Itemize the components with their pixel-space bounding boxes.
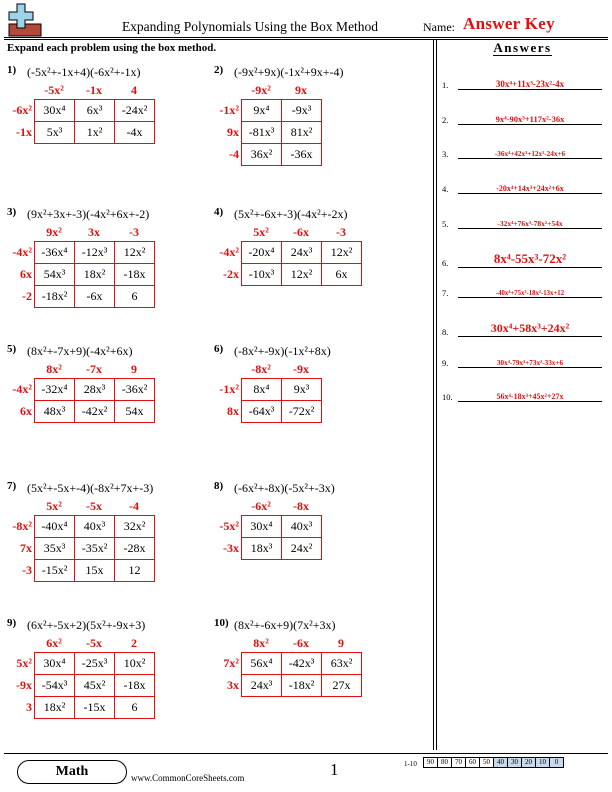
product-box [34,99,155,144]
problem-6 [214,343,414,483]
box-row [35,100,155,122]
answer-number: 2. [442,114,449,125]
problem-number: 8) [214,480,224,492]
column-factor: 5x² [46,499,62,513]
instructions: Expand each problem using the box method. [7,42,217,54]
answer-row-6 [442,248,602,268]
answers-heading: Answers [493,40,552,55]
column-factor: 8x² [253,636,269,650]
box-cell: -12x³ [75,242,115,264]
box-cell: 24x³ [242,675,282,697]
answer-value: 30x⁴-79x³+73x²-33x+6 [496,358,564,367]
box-cell: -36x² [115,379,155,401]
answer-number: 1. [442,80,449,90]
problem-number: 7) [7,480,17,492]
box-cell: 10x² [115,653,155,675]
score-box: 10 [535,757,550,768]
answer-line [458,124,602,125]
answer-line [458,336,602,337]
row-factor: 7x [20,541,32,555]
box-cell: 6 [115,286,155,308]
row-factor: -1x² [219,382,239,396]
answer-row-10 [442,386,602,402]
box-cell: 6x³ [75,100,115,122]
box-row [242,653,362,675]
answer-number: 9. [442,357,449,368]
row-factor: -2x [223,267,239,281]
box-row [242,538,322,560]
product-box [241,378,322,423]
box-cell: 27x [322,675,362,697]
row-factor: -4 [229,147,239,161]
box-cell: -64x³ [242,401,282,423]
problem-number: 3) [7,206,17,218]
answer-row-3 [442,143,602,159]
row-factor: -4x² [219,245,239,259]
box-cell: 9x⁴ [242,100,282,122]
answer-number: 7. [442,288,449,299]
score-box: 40 [493,757,508,768]
problem-number: 5) [7,343,17,355]
problem-number: 2) [214,64,224,76]
problem-9 [7,617,207,757]
box-row [35,401,155,423]
answer-value: -36x⁴+42x³+12x²-24x+6 [494,150,566,159]
row-factor: 5x² [16,656,32,670]
box-cell: 18x³ [242,538,282,560]
answer-value: -32x⁴+76x³-78x²+54x [497,218,563,228]
box-cell: 30x⁴ [35,653,75,675]
box-cell: 12x² [115,242,155,264]
answer-column-divider-inner [436,40,437,750]
box-row [35,675,155,697]
column-factor: -8x² [251,362,271,376]
box-cell: -28x [115,538,155,560]
column-factor: 6x² [46,636,62,650]
problem-expression: (-9x²+9x)(-1x²+9x+-4) [234,65,344,79]
column-factor: 5x² [253,225,269,239]
product-box [241,241,362,286]
box-cell: 9x³ [282,379,322,401]
problem-expression: (5x²+-5x+-4)(-8x²+7x+-3) [27,481,154,495]
problem-expression: (8x²+-7x+9)(-4x²+6x) [27,344,133,358]
product-box [34,241,155,308]
column-factor: -6x [293,225,309,239]
box-cell: -9x³ [282,100,322,122]
box-cell: -15x² [35,560,75,582]
box-cell: 81x² [282,122,322,144]
box-row [35,286,155,308]
column-factor: -7x [86,362,102,376]
site-url: www.CommonCoreSheets.com [131,773,245,783]
box-row [242,264,362,286]
column-factor: -5x² [44,83,64,97]
answer-value: 8x⁴-55x³-72x² [493,250,567,266]
box-cell: 30x⁴ [35,100,75,122]
problem-expression: (-8x²+-9x)(-1x²+8x) [234,344,331,358]
score-range-label: 1-10 [404,760,417,768]
answer-number: 3. [442,149,449,160]
box-cell: 15x [75,560,115,582]
score-box: 70 [451,757,466,768]
answer-row-4 [442,178,602,194]
box-cell: 63x² [322,653,362,675]
row-factor: -3x [223,541,239,555]
product-box [34,378,155,423]
box-cell: 1x² [75,122,115,144]
row-factor: 6x [20,267,32,281]
answer-value: 30x⁴+58x³+24x² [490,320,570,335]
box-cell: 35x³ [35,538,75,560]
row-factor: -5x² [219,519,239,533]
problem-5 [7,343,207,483]
score-box: 60 [465,757,480,768]
row-factor: -4x² [12,382,32,396]
problem-number: 10) [214,617,229,629]
box-cell: 45x² [75,675,115,697]
row-factor: -8x² [12,519,32,533]
answer-line [458,401,602,402]
row-factor: 6x [20,404,32,418]
problem-number: 6) [214,343,224,355]
box-cell: -25x³ [75,653,115,675]
answer-key-label: Answer Key [463,14,555,33]
box-row [35,242,155,264]
answer-line [458,297,602,298]
box-row [35,122,155,144]
score-box: 90 [423,757,438,768]
page-number: 1 [330,760,339,779]
column-factor: 9x [295,83,307,97]
box-cell: 24x³ [282,242,322,264]
column-factor: -8x [293,499,309,513]
column-factor: -4 [129,499,139,513]
column-factor: 8x² [46,362,62,376]
box-cell: 12x² [322,242,362,264]
box-cell: 8x⁴ [242,379,282,401]
row-factor: 3 [26,700,32,714]
box-cell: -10x³ [242,264,282,286]
column-factor: 9x² [46,225,62,239]
answer-line [458,158,602,159]
product-box [241,652,362,697]
box-cell: 30x⁴ [242,516,282,538]
box-cell: 48x³ [35,401,75,423]
column-factor: 4 [131,83,137,97]
column-factor: -6x [293,636,309,650]
box-cell: 40x³ [75,516,115,538]
product-box [241,99,322,166]
answer-line [458,89,602,90]
product-box [241,515,322,560]
score-box: 30 [507,757,522,768]
column-factor: -3 [129,225,139,239]
box-cell: -42x³ [282,653,322,675]
row-factor: -6x² [12,103,32,117]
box-row [35,379,155,401]
row-factor: 3x [227,678,239,692]
answer-line [458,267,602,268]
box-cell: 18x² [35,697,75,719]
box-cell: -18x [115,675,155,697]
plus-logo-icon [5,2,45,38]
answer-number: 6. [442,257,449,268]
problem-7 [7,480,207,620]
answer-row-9 [442,352,602,368]
box-row [242,516,322,538]
box-row [35,653,155,675]
box-row [242,242,362,264]
box-cell: -81x³ [242,122,282,144]
box-row [242,122,322,144]
box-cell: 54x [115,401,155,423]
score-box: 50 [479,757,494,768]
column-factor: -1x [86,83,102,97]
box-cell: -18x² [282,675,322,697]
box-cell: -54x³ [35,675,75,697]
box-row [35,697,155,719]
answer-value: 30x⁴+11x³-23x²-4x [495,79,565,89]
footer-rule [4,753,608,754]
box-cell: 6x [322,264,362,286]
problem-expression: (6x²+-5x+2)(5x²+-9x+3) [27,618,146,632]
column-factor: 3x [88,225,100,239]
subject-badge: Math [17,760,127,784]
row-factor: -1x [16,125,32,139]
row-factor: 7x² [223,656,239,670]
score-boxes [424,757,564,768]
box-cell: -18x² [35,286,75,308]
problem-number: 1) [7,64,17,76]
box-row [35,516,155,538]
box-row [35,538,155,560]
problem-8 [214,480,414,620]
answer-value: 56x⁴-18x³+45x²+27x [496,392,564,402]
box-cell: 12 [115,560,155,582]
box-cell: 28x³ [75,379,115,401]
answer-column-divider [433,40,434,750]
row-factor: -4x² [12,245,32,259]
problem-number: 9) [7,617,17,629]
answer-number: 8. [442,326,449,337]
header-rule [4,37,608,38]
column-factor: -3 [336,225,346,239]
answer-row-2 [442,109,602,125]
problem-expression: (-6x²+-8x)(-5x²+-3x) [234,481,335,495]
row-factor: 9x [227,125,239,139]
answer-line [458,193,602,194]
row-factor: -9x [16,678,32,692]
problem-expression: (9x²+3x+-3)(-4x²+6x+-2) [27,207,150,221]
row-factor: -3 [22,563,32,577]
answer-row-5 [442,213,602,229]
answer-value: -20x⁴+14x³+24x²+6x [496,184,564,194]
box-cell: 12x² [282,264,322,286]
problem-4 [214,206,414,346]
row-factor: -1x² [219,103,239,117]
box-cell: -72x² [282,401,322,423]
column-factor: 9 [338,636,344,650]
answer-line [458,228,602,229]
box-cell: 32x² [115,516,155,538]
score-box: 20 [521,757,536,768]
answer-value: -40x⁴+75x³-18x²-13x+12 [495,290,565,298]
problem-10 [214,617,414,757]
answer-row-1 [442,74,602,90]
problem-expression: (8x²+-6x+9)(7x²+3x) [234,618,336,632]
box-cell: -4x [115,122,155,144]
problem-3 [7,206,207,346]
answer-row-7 [442,282,602,298]
row-factor: -2 [22,289,32,303]
row-factor: 8x [227,404,239,418]
answer-number: 4. [442,184,449,195]
column-factor: -5x [86,499,102,513]
box-cell: -15x [75,697,115,719]
box-cell: -20x⁴ [242,242,282,264]
box-cell: 56x⁴ [242,653,282,675]
answer-number: 5. [442,218,449,229]
box-cell: -32x⁴ [35,379,75,401]
box-cell: 54x³ [35,264,75,286]
problem-number: 4) [214,206,224,218]
column-factor: -9x [293,362,309,376]
column-factor: -6x² [251,499,271,513]
answer-row-8 [442,317,602,337]
box-cell: 36x² [242,144,282,166]
box-row [242,401,322,423]
box-cell: -42x² [75,401,115,423]
column-factor: -5x [86,636,102,650]
score-box: 80 [437,757,452,768]
box-cell: -24x² [115,100,155,122]
product-box [34,515,155,582]
answer-value: 9x⁴-90x³+117x²-36x [495,113,565,124]
box-cell: -40x⁴ [35,516,75,538]
box-cell: 18x² [75,264,115,286]
product-box [34,652,155,719]
score-box: 0 [549,757,564,768]
box-cell: 5x³ [35,122,75,144]
problem-1 [7,64,207,204]
box-cell: -35x² [75,538,115,560]
box-cell: -6x [75,286,115,308]
box-row [242,100,322,122]
name-label: Name: [423,20,455,34]
page-title: Expanding Polynomials Using the Box Method [121,19,379,34]
box-cell: -36x [282,144,322,166]
box-row [242,675,362,697]
column-factor: 2 [131,636,137,650]
problem-expression: (-5x²+-1x+4)(-6x²+-1x) [27,65,141,79]
answer-number: 10. [442,392,453,403]
box-cell: 6 [115,697,155,719]
column-factor: 9 [131,362,137,376]
answer-line [458,367,602,368]
box-row [242,144,322,166]
box-cell: -18x [115,264,155,286]
problem-2 [214,64,414,204]
box-cell: 40x³ [282,516,322,538]
box-row [242,379,322,401]
column-factor: -9x² [251,83,271,97]
box-row [35,264,155,286]
box-row [35,560,155,582]
box-cell: -36x⁴ [35,242,75,264]
problem-expression: (5x²+-6x+-3)(-4x²+-2x) [234,207,348,221]
box-cell: 24x² [282,538,322,560]
